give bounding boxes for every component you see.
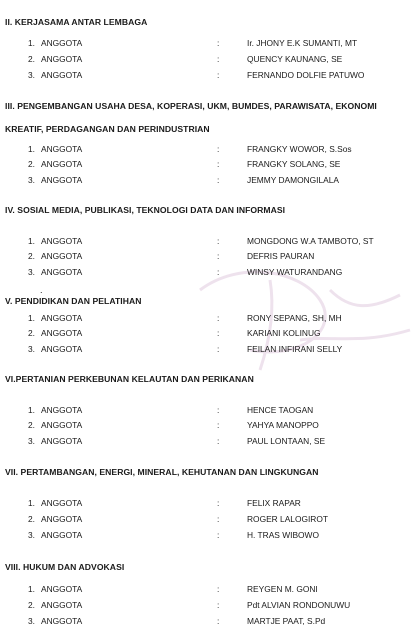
separator: :: [217, 144, 220, 154]
separator: :: [217, 514, 220, 524]
section-title-sosial-media: IV. SOSIAL MEDIA, PUBLIKASI, TEKNOLOGI DATA DAN INFORMASI: [5, 205, 286, 215]
member-role: ANGGOTA: [41, 616, 83, 626]
separator: :: [217, 313, 220, 323]
member-role: ANGGOTA: [41, 236, 83, 246]
member-role: ANGGOTA: [41, 600, 83, 610]
separator: :: [217, 616, 220, 626]
member-number: 3.: [28, 436, 35, 446]
member-name: FRANGKY WOWOR, S.Sos: [247, 144, 352, 154]
separator: :: [217, 251, 220, 261]
member-role: ANGGOTA: [41, 159, 83, 169]
member-number: 2.: [28, 328, 35, 338]
member-name: KARIANI KOLINUG: [247, 328, 321, 338]
member-name: JEMMY DAMONGILALA: [247, 175, 339, 185]
member-row: [0, 405, 420, 417]
member-row: [0, 530, 420, 542]
separator: :: [217, 344, 220, 354]
member-row: [0, 313, 420, 325]
member-role: ANGGOTA: [41, 313, 83, 323]
member-role: ANGGOTA: [41, 498, 83, 508]
member-name: YAHYA MANOPPO: [247, 420, 319, 430]
member-name: PAUL LONTAAN, SE: [247, 436, 326, 446]
section-title-pertanian: VI.PERTANIAN PERKEBUNAN KELAUTAN DAN PERIKANAN: [5, 374, 254, 384]
member-row: [0, 344, 420, 356]
separator: :: [217, 584, 220, 594]
member-number: 2.: [28, 54, 35, 64]
member-row: [0, 251, 420, 263]
member-row: [0, 144, 420, 156]
member-name: FERNANDO DOLFIE PATUWO: [247, 70, 365, 80]
member-name: WINSY WATURANDANG: [247, 267, 343, 277]
member-role: ANGGOTA: [41, 267, 83, 277]
member-number: 2.: [28, 600, 35, 610]
member-name: Ir. JHONY E.K SUMANTI, MT: [247, 38, 358, 48]
member-number: 1.: [28, 144, 35, 154]
member-name: H. TRAS WIBOWO: [247, 530, 319, 540]
member-row: [0, 267, 420, 279]
separator: :: [217, 328, 220, 338]
member-name: MARTJE PAAT, S.Pd: [247, 616, 326, 626]
member-role: ANGGOTA: [41, 420, 83, 430]
separator: :: [217, 498, 220, 508]
member-name: REYGEN M. GONI: [247, 584, 318, 594]
member-number: 2.: [28, 251, 35, 261]
member-number: 3.: [28, 267, 35, 277]
member-name: Pdt ALVIAN RONDONUWU: [247, 600, 351, 610]
member-name: ROGER LALOGIROT: [247, 514, 328, 524]
separator: :: [217, 420, 220, 430]
member-number: 1.: [28, 584, 35, 594]
member-row: [0, 600, 420, 612]
member-name: FEILAN INFIRANI SELLY: [247, 344, 343, 354]
member-role: ANGGOTA: [41, 514, 83, 524]
member-role: ANGGOTA: [41, 251, 83, 261]
member-role: ANGGOTA: [41, 344, 83, 354]
separator: :: [217, 600, 220, 610]
section-title-pengembangan-usaha: III. PENGEMBANGAN USAHA DESA, KOPERASI, UKM, BUMDES, PARAWISATA, EKONOMI: [5, 101, 377, 111]
separator: :: [217, 159, 220, 169]
member-name: FELIX RAPAR: [247, 498, 301, 508]
member-role: ANGGOTA: [41, 54, 83, 64]
member-role: ANGGOTA: [41, 328, 83, 338]
member-number: 3.: [28, 344, 35, 354]
member-row: [0, 159, 420, 171]
member-role: ANGGOTA: [41, 144, 83, 154]
stray-mark: .: [40, 285, 43, 295]
member-row: [0, 498, 420, 510]
separator: :: [217, 405, 220, 415]
member-name: RONY SEPANG, SH, MH: [247, 313, 342, 323]
member-number: 1.: [28, 405, 35, 415]
member-name: MONGDONG W.A TAMBOTO, ST: [247, 236, 374, 246]
member-role: ANGGOTA: [41, 38, 83, 48]
separator: :: [217, 436, 220, 446]
member-row: [0, 236, 420, 248]
member-number: 1.: [28, 498, 35, 508]
separator: :: [217, 38, 220, 48]
separator: :: [217, 267, 220, 277]
member-role: ANGGOTA: [41, 584, 83, 594]
member-number: 1.: [28, 38, 35, 48]
section-title-pendidikan: V. PENDIDIKAN DAN PELATIHAN: [5, 296, 142, 306]
member-name: DEFRIS PAURAN: [247, 251, 315, 261]
member-row: [0, 420, 420, 432]
member-row: [0, 328, 420, 340]
member-number: 2.: [28, 420, 35, 430]
member-role: ANGGOTA: [41, 436, 83, 446]
member-row: [0, 436, 420, 448]
member-name: FRANGKY SOLANG, SE: [247, 159, 341, 169]
member-number: 1.: [28, 236, 35, 246]
member-number: 3.: [28, 616, 35, 626]
section-title-pertambangan: VII. PERTAMBANGAN, ENERGI, MINERAL, KEHUTANAN DAN LINGKUNGAN: [5, 467, 319, 477]
member-row: [0, 584, 420, 596]
member-row: [0, 54, 420, 66]
member-role: ANGGOTA: [41, 530, 83, 540]
member-number: 2.: [28, 514, 35, 524]
separator: :: [217, 175, 220, 185]
section-title-kerjasama: II. KERJASAMA ANTAR LEMBAGA: [5, 17, 148, 27]
member-number: 3.: [28, 530, 35, 540]
separator: :: [217, 70, 220, 80]
separator: :: [217, 236, 220, 246]
member-name: HENCE TAOGAN: [247, 405, 314, 415]
member-row: [0, 616, 420, 628]
member-row: [0, 514, 420, 526]
member-row: [0, 175, 420, 187]
member-role: ANGGOTA: [41, 405, 83, 415]
separator: :: [217, 530, 220, 540]
section-title-hukum: VIII. HUKUM DAN ADVOKASI: [5, 562, 125, 572]
separator: :: [217, 54, 220, 64]
member-row: [0, 70, 420, 82]
member-number: 1.: [28, 313, 35, 323]
member-number: 3.: [28, 175, 35, 185]
member-number: 3.: [28, 70, 35, 80]
member-role: ANGGOTA: [41, 175, 83, 185]
member-row: [0, 38, 420, 50]
member-role: ANGGOTA: [41, 70, 83, 80]
member-name: QUENCY KAUNANG, SE: [247, 54, 343, 64]
member-number: 2.: [28, 159, 35, 169]
section-title-pengembangan-usaha-line2: KREATIF, PERDAGANGAN DAN PERINDUSTRIAN: [5, 124, 210, 134]
